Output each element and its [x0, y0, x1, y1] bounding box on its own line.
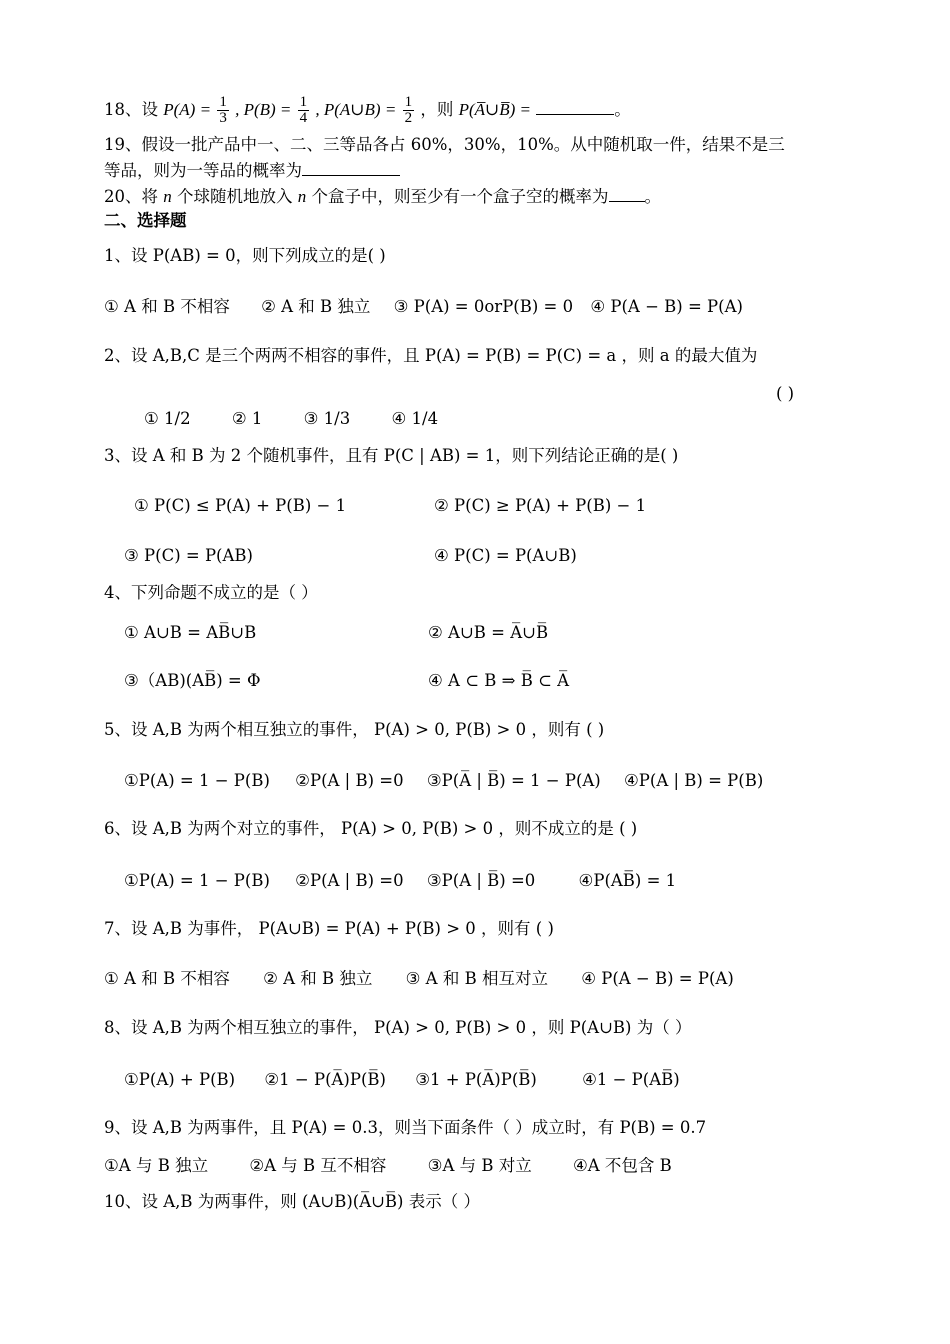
- question-8-options: [124, 1069, 680, 1091]
- question-6-options: [124, 870, 676, 892]
- option-2[interactable]: ②P(A | B) =0: [295, 871, 404, 890]
- answer-blank[interactable]: [302, 161, 400, 176]
- answer-blank[interactable]: [609, 187, 645, 202]
- option-3[interactable]: ③1 + P(A̅)P(B̅): [415, 1070, 537, 1089]
- option-4[interactable]: ④A 不包含 B: [572, 1156, 672, 1175]
- option-1[interactable]: ① 1/2: [144, 409, 191, 428]
- option-4[interactable]: ④1 − P(AB̅̅): [582, 1070, 680, 1089]
- question-7-options: [104, 968, 734, 990]
- option-1[interactable]: ①P(A) = 1 − P(B): [124, 871, 270, 890]
- question-4-stem: 4、下列命题不成立的是（ ）: [104, 583, 318, 602]
- option-4[interactable]: ④P(AB̅̅) = 1: [578, 871, 677, 890]
- question-2-stem: 2、设 A,B,C 是三个两两不相容的事件，且 P(A) = P(B) = P(C) = a ，则 a 的最大值为: [104, 346, 758, 365]
- question-9-options: [104, 1155, 672, 1177]
- option-2[interactable]: ② A 和 B 独立: [261, 297, 371, 316]
- option-3[interactable]: ③ P(A) = 0orP(B) = 0: [393, 297, 574, 316]
- question-4-option-1[interactable]: ① A∪B = AB̅∪B: [124, 623, 257, 642]
- option-3[interactable]: ③P(A | B̅) =0: [426, 871, 536, 890]
- q18-end: 。: [614, 100, 631, 119]
- fraction-1-4: [298, 95, 310, 126]
- option-2[interactable]: ②1 − P(A̅)P(B̅): [264, 1070, 386, 1089]
- question-2-options: [144, 408, 438, 430]
- question-10-stem: 10、设 A,B 为两事件，则 (A∪B)(A̅∪B̅) 表示（ ）: [104, 1192, 480, 1211]
- question-6-stem: 6、设 A,B 为两个对立的事件， P(A) > 0, P(B) > 0 ，则不成立的是 ( ): [104, 819, 638, 838]
- q20-end: 。: [644, 187, 661, 206]
- q20-var-n: n: [297, 187, 307, 206]
- section-title: 二、选择题: [104, 211, 187, 230]
- option-4[interactable]: ④P(A | B) = P(B): [624, 771, 764, 790]
- question-3-option-3[interactable]: ③ P(C) = P(AB): [124, 546, 253, 565]
- option-4[interactable]: ④ P(A − B) = P(A): [581, 969, 734, 988]
- question-4-option-3[interactable]: ③（AB)(AB̅) = Φ: [124, 671, 261, 690]
- question-8-stem: 8、设 A,B 为两个相互独立的事件， P(A) > 0, P(B) > 0 ，则 P(A∪B) 为（ ）: [104, 1018, 692, 1037]
- q20-text-b: 个球随机地放入: [177, 187, 293, 206]
- q18-math-3: , P(A∪B) =: [315, 100, 397, 119]
- option-2[interactable]: ②A 与 B 互不相容: [249, 1156, 387, 1175]
- question-4-option-2[interactable]: ② A∪B = A̅∪B̅: [428, 623, 549, 642]
- question-3-stem: 3、设 A 和 B 为 2 个随机事件，且有 P(C | AB) = 1，则下列结论正确的是( ): [104, 446, 679, 465]
- option-1[interactable]: ①P(A) + P(B): [124, 1070, 236, 1089]
- answer-blank[interactable]: [536, 100, 614, 115]
- question-20: [104, 186, 661, 208]
- question-1-options: [104, 296, 743, 318]
- option-1[interactable]: ① A 和 B 不相容: [104, 297, 230, 316]
- frac-num: 1: [299, 94, 308, 110]
- question-19-line2: [104, 160, 400, 182]
- frac-num: 1: [219, 94, 227, 110]
- option-1[interactable]: ① A 和 B 不相容: [104, 969, 230, 988]
- question-7-stem: 7、设 A,B 为事件， P(A∪B) = P(A) + P(B) > 0 ，则有 ( ): [104, 919, 554, 938]
- option-3[interactable]: ③P(A̅ | B̅) = 1 − P(A): [426, 771, 601, 790]
- frac-den: 3: [219, 110, 227, 126]
- question-5-stem: 5、设 A,B 为两个相互独立的事件， P(A) > 0, P(B) > 0 ，则有 ( ): [104, 720, 605, 739]
- option-4[interactable]: ④ P(A − B) = P(A): [590, 297, 743, 316]
- q19-text: 等品，则为一等品的概率为: [104, 161, 302, 180]
- question-3-option-4[interactable]: ④ P(C) = P(A∪B): [434, 546, 577, 565]
- question-3-option-2[interactable]: ② P(C) ≥ P(A) + P(B) − 1: [434, 496, 647, 515]
- q20-text-a: 20、将: [104, 187, 158, 206]
- option-3[interactable]: ③ 1/3: [303, 409, 351, 428]
- option-2[interactable]: ②P(A | B) =0: [295, 771, 404, 790]
- question-1-stem: 1、设 P(AB) = 0，则下列成立的是( ): [104, 246, 386, 265]
- option-4[interactable]: ④ 1/4: [391, 409, 439, 428]
- question-5-options: [124, 770, 763, 792]
- q20-text-c: 个盒子中，则至少有一个盒子空的概率为: [311, 187, 609, 206]
- fraction-1-2: [403, 95, 415, 126]
- option-2[interactable]: ② 1: [231, 409, 263, 428]
- option-1[interactable]: ①A 与 B 独立: [104, 1156, 209, 1175]
- frac-num: 1: [404, 94, 413, 110]
- question-9-stem: 9、设 A,B 为两事件，且 P(A) = 0.3，则当下面条件（ ）成立时，有 P(B) = 0.7: [104, 1118, 707, 1137]
- option-1[interactable]: ①P(A) = 1 − P(B): [124, 771, 270, 790]
- option-2[interactable]: ② A 和 B 独立: [263, 969, 373, 988]
- frac-den: 4: [299, 110, 308, 126]
- q18-math-1: P(A) =: [163, 100, 212, 119]
- q20-var-n: n: [163, 187, 172, 206]
- frac-den: 2: [404, 110, 413, 126]
- question-19-line1: 19、假设一批产品中一、二、三等品各占 60%，30%，10%。从中随机取一件，结果不是三: [104, 135, 785, 154]
- option-3[interactable]: ③A 与 B 对立: [427, 1156, 532, 1175]
- question-3-option-1[interactable]: ① P(C) ≤ P(A) + P(B) − 1: [134, 496, 347, 515]
- fraction-1-3: [217, 95, 229, 126]
- q18-math-4: P(A̅∪B̅) =: [458, 100, 532, 119]
- question-2-paren: ( ): [776, 384, 795, 403]
- question-18: [104, 95, 631, 126]
- question-4-option-4[interactable]: ④ A ⊂ B ⇒ B̅ ⊂ A̅: [428, 671, 570, 690]
- q18-math-2: , P(B) =: [235, 100, 292, 119]
- option-3[interactable]: ③ A 和 B 相互对立: [405, 969, 548, 988]
- q18-text: ，则: [420, 100, 454, 119]
- q18-label: 18、设: [104, 100, 158, 119]
